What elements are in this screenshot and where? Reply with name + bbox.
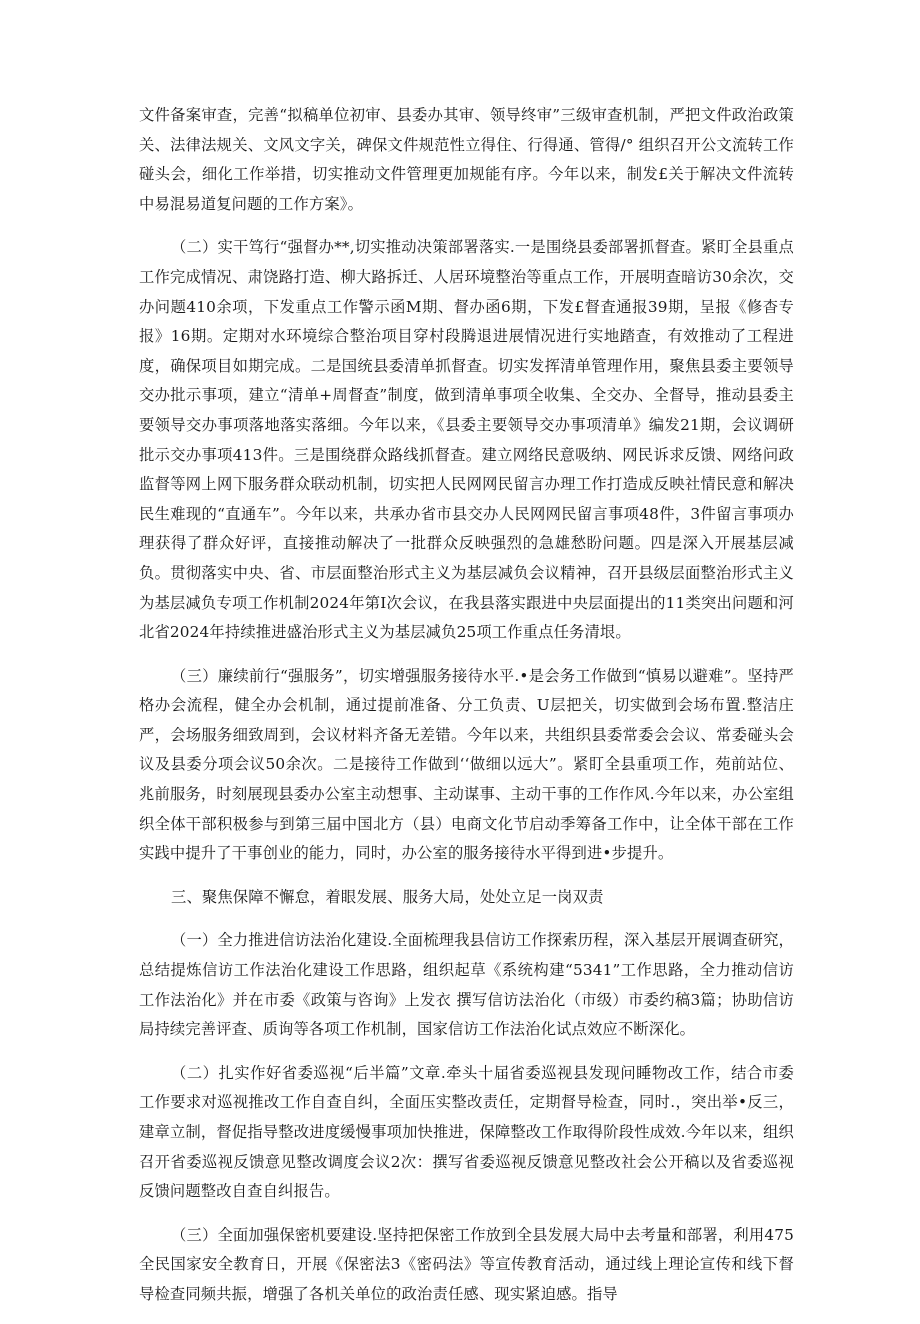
- document-body: [139, 101, 794, 1324]
- paragraph-inspection-rectification: （二）扎实作好省委巡视“后半篇”文章.牵头十届省委巡视县发现问睡物改工作，结合市委工作要求对巡视推改工作自查自纠，全面压实整改责任，定期督导检查，同时.，突出举•反三，建章立制，督促指导整改进度缓慢事项加快推进，保障整改工作取得阶段性成效.今年以来，组织召开省委巡视反馈意见整改调度会议2次：撰写省委巡视反馈意见整改社会公开稿以及省委巡视反馈问题整改自查自纠报告。: [139, 1063, 794, 1201]
- paragraph-confidentiality: （三）全面加强保密机要建设.坚持把保密工作放到全县发展大局中去考量和部署，利用475全民国家安全教育日，开展《保密法3《密码法》等宣传教育活动，通过线上理论宣传和线下督导检查同频共振，增强了各机关单位的政治责任感、现实紧迫感。指导: [139, 1225, 794, 1303]
- paragraph-supervision: （二）实干笃行“强督办**,切实推动决策部署落实.一是围绕县委部署抓督查。紧盯全县重点工作完成情况、肃饶路打造、柳大路拆迁、人居环境整治等重点工作，开展明查暗访30余次，交办问题410余项，下发重点工作警示函M期、督办函6期，下发£督査通报39期，呈报《修杳专报》16期。定期对水环境综合整治项目穿村段腾退进展情况进行实地踏查，有效推动了工程进度，确保项目如期完成。二是国统县委清单抓督查。切实发挥清单管理作用，聚焦县委主要领导交办批示事项，建立“清单+周督查”制度，做到清单事项全收集、全交办、全督导，推动县委主要领导交办事项落地落实落细。今年以来，《县委主要领导交办事项清单》编发21期，会议调研批示交办事项413件。三是围绕群众路线抓督查。建立网络民意吸纳、网民诉求反馈、网络问政监督等网上网下服务群众联动机制，切实把人民网网民留言办理工作打造成反映社情民意和解决民生难现的“直通车”。今年以来，共承办省市县交办人民网网民留言事项48件，3件留言事项办理获得了群众好评，直接推动解决了一批群众反映强烈的急雄愁盼问题。四是深入开展基层减负。贯彻落实中央、省、市层面整治形式主义为基层减负会议精神，召开县级层面整治形式主义为基层减负专项工作机制2024年第I次会议，在我县落实跟进中央层面提出的11类突出问题和河北省2024年持续推进盛治形式主义为基层减负25项工作重点任务清垠。: [139, 238, 794, 642]
- paragraph-file-review: 文件备案审查，完善“拟稿单位初审、县委办其审、领导终审”三级审查机制，严把文件政治政策关、法律法规关、文风文字关，碑保文件规范性立得住、行得通、管得/° 组织召开公文流转工作碰头会，细化工作举措，切实推动文件管理更加规能有序。今年以来，制发£关于解决文件流转中易混易道复问题的工作方案》。: [139, 106, 794, 213]
- paragraph-petition-rule-of-law: （一）全力推进信访法治化建设.全面梳理我县信访工作探索历程，深入基层开展调查研究，总结提炼信访工作法治化建设工作思路，组织起草《系统构建“5341”工作思路，全力推动信访工作法治化》并在市委《政策与咨询》上发衣 撰写信访法治化（市级）市委约稿3篇；协助信访局持续完善评查、质询等各项工作机制，国家信访工作法治化试点效应不断深化。: [139, 931, 794, 1039]
- section-heading-3: 三、聚焦保障不懈怠，着眼发展、服务大局，处处立足一岗双责: [171, 887, 604, 906]
- paragraph-service: （三）廉续前行“强服务”，切实增强服务接待水平.•是会务工作做到“慎易以避难”。坚持严格办会流程，健全办会机制，通过提前准备、分工负责、U层把关，切实做到会场布置.整洁庄严，会场服务细致周到，会议材料齐备无差错。今年以来，共组织县委常委会会议、常委碰头会议及县委分项会议50余次。二是接待工作做到‘‘做细以远大”。紧盯全县重项工作，苑前站位、兆前服务，时刻展现县委办公室主动想事、主动谋事、主动干事的工作作风.今年以来，办公室组织全体干部积极参与到第三届中国北方（县）电商文化节启动季筹备工作中，让全体干部在工作实践中提升了干事创业的能力，同时，办公室的服务接待水平得到进•步提升。: [139, 666, 794, 863]
